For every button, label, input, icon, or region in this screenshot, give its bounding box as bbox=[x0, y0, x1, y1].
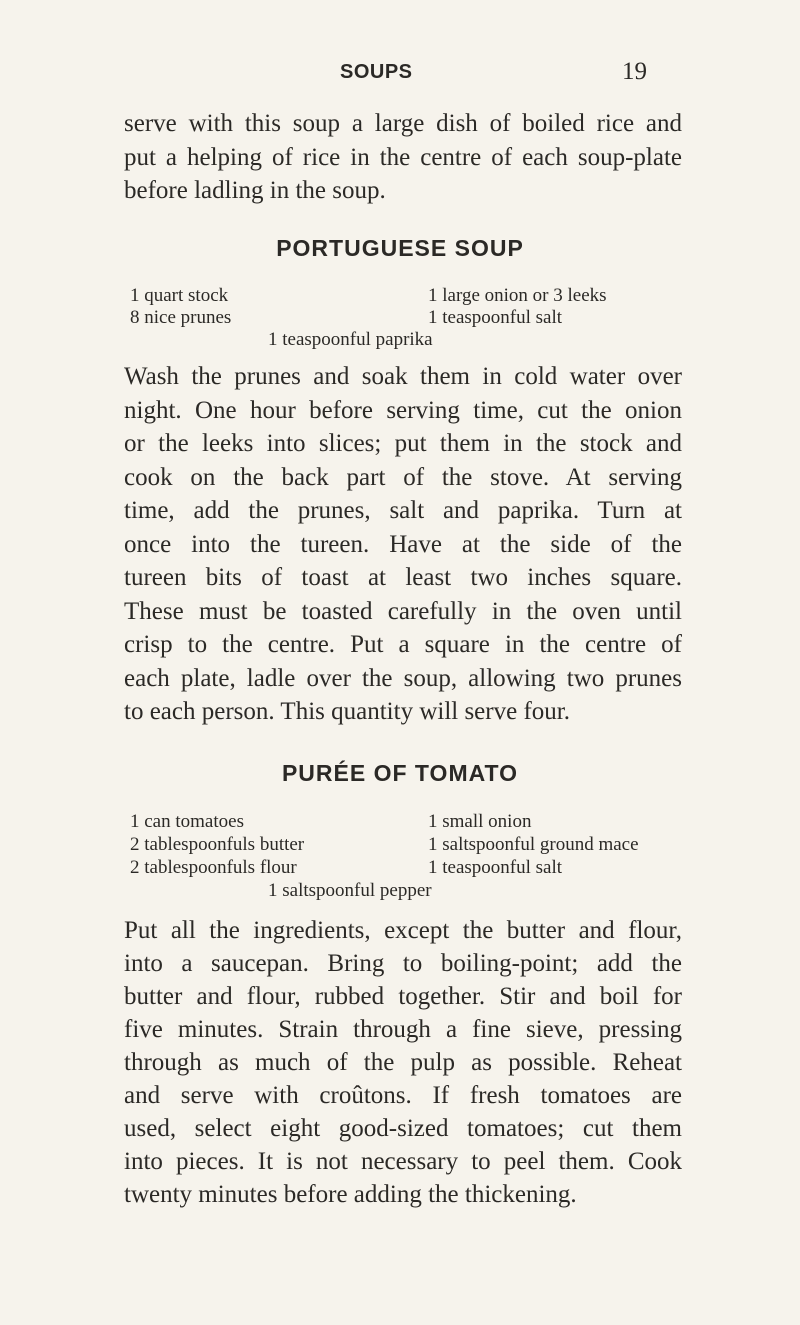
paragraph-line: put a helping of rice in the centre of each soup-plate bbox=[124, 143, 682, 171]
recipe-title-puree-of-tomato: PURÉE OF TOMATO bbox=[281, 760, 519, 786]
ingredient-item: 1 saltspoonful pepper bbox=[268, 880, 432, 901]
paragraph-line: twenty minutes before adding the thickening. bbox=[124, 1181, 577, 1208]
ingredient-item: 2 tablespoonfuls butter bbox=[130, 834, 305, 855]
paragraph-line: time, add the prunes, salt and paprika. Turn at bbox=[124, 497, 682, 524]
paragraph-line: Wash the prunes and soak them in cold water over bbox=[124, 363, 682, 390]
paragraph-line: once into the tureen. Have at the side of the bbox=[124, 530, 682, 558]
paragraph-line: Put all the ingredients, except the butter and flour, bbox=[124, 917, 682, 944]
ingredient-item: 2 tablespoonfuls flour bbox=[130, 857, 297, 878]
paragraph-line: serve with this soup a large dish of boiled rice and bbox=[124, 110, 682, 137]
ingredient-item: 1 large onion or 3 leeks bbox=[428, 285, 607, 306]
ingredient-item: 1 can tomatoes bbox=[130, 811, 244, 832]
paragraph-line: five minutes. Strain through a fine sieve, pressing bbox=[124, 1016, 682, 1043]
ingredient-item: 8 nice prunes bbox=[130, 307, 232, 328]
paragraph-line: tureen bits of toast at least two inches square. bbox=[124, 564, 682, 591]
running-head bbox=[0, 58, 800, 88]
recipe-title-portuguese-soup: PORTUGUESE SOUP bbox=[276, 235, 524, 261]
paragraph-line: before ladling in the soup. bbox=[124, 177, 386, 204]
page-number: 19 bbox=[622, 58, 647, 85]
ingredient-item: 1 teaspoonful paprika bbox=[268, 329, 433, 350]
method-puree-of-tomato bbox=[124, 914, 682, 1211]
paragraph-line: to each person. This quantity will serve four. bbox=[124, 698, 570, 725]
paragraph-line: butter and flour, rubbed together. Stir and boil for bbox=[124, 983, 682, 1010]
paragraph-line: and serve with croûtons. If fresh tomatoes are bbox=[124, 1082, 682, 1109]
ingredient-item: 1 small onion bbox=[428, 811, 532, 832]
running-title: SOUPS bbox=[340, 61, 413, 83]
intro-paragraph bbox=[124, 107, 682, 208]
paragraph-line: or the leeks into slices; put them in the stock and bbox=[124, 430, 682, 457]
method-portuguese-soup bbox=[124, 360, 682, 729]
ingredient-item: 1 teaspoonful salt bbox=[428, 307, 563, 328]
paragraph-line: night. One hour before serving time, cut the onion bbox=[124, 396, 682, 424]
paragraph-line: into a saucepan. Bring to boiling-point; add the bbox=[124, 950, 682, 977]
paragraph-line: through as much of the pulp as possible. Reheat bbox=[124, 1049, 682, 1076]
paragraph-line: These must be toasted carefully in the oven until bbox=[124, 597, 682, 625]
paragraph-line: each plate, ladle over the soup, allowing two prunes bbox=[124, 664, 682, 692]
paragraph-line: cook on the back part of the stove. At serving bbox=[124, 463, 682, 491]
ingredient-item: 1 teaspoonful salt bbox=[428, 857, 563, 878]
ingredient-item: 1 saltspoonful ground mace bbox=[428, 834, 639, 855]
paragraph-line: crisp to the centre. Put a square in the centre of bbox=[124, 631, 682, 658]
paragraph-line: into pieces. It is not necessary to peel them. Cook bbox=[124, 1148, 682, 1175]
paragraph-line: used, select eight good-sized tomatoes; cut them bbox=[124, 1115, 682, 1142]
ingredient-item: 1 quart stock bbox=[130, 285, 229, 306]
